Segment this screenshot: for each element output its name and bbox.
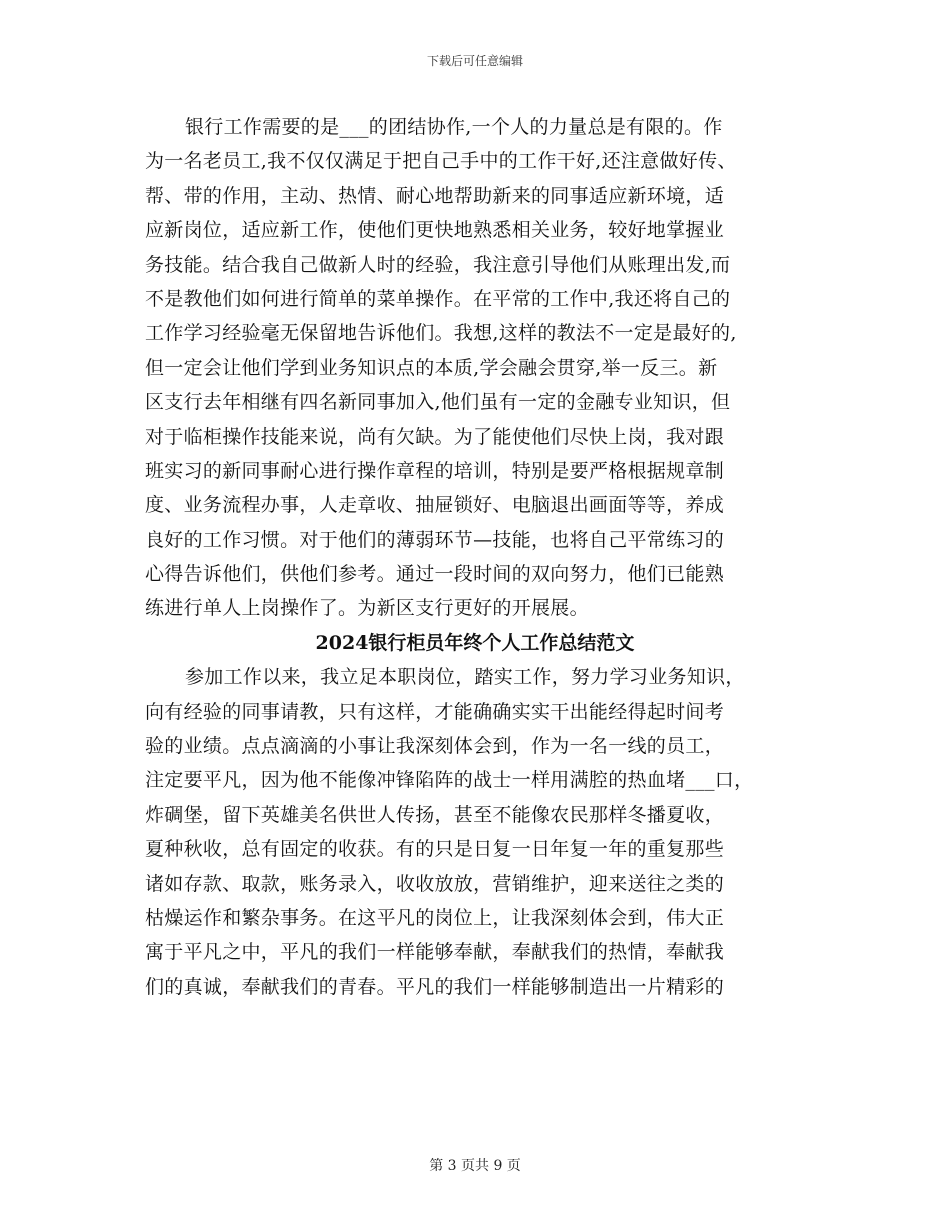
paragraph-line: 工作学习经验毫无保留地告诉他们。我想,这样的教法不一定是最好的, [145, 322, 737, 345]
paragraph-line: 向有经验的同事请教，只有这样，才能确确实实干出能经得起时间考 [145, 700, 725, 723]
paragraph-line: 区支行去年相继有四名新同事加入,他们虽有一定的金融专业知识，但 [145, 391, 731, 414]
paragraph-line: 炸碉堡，留下英雄美名供世人传扬，甚至不能像农民那样冬播夏收， [145, 803, 725, 826]
paragraph-line: 夏种秋收，总有固定的收获。有的只是日复一日年复一年的重复那些 [145, 838, 725, 861]
paragraph-line: 帮、带的作用，主动、热情、耐心地帮助新来的同事适应新环境，适 [145, 184, 725, 207]
paragraph-line: 验的业绩。点点滴滴的小事让我深刻体会到，作为一名一线的员工， [145, 735, 725, 758]
section-title: 2024银行柜员年终个人工作总结范文 [315, 631, 635, 654]
document-body [145, 110, 805, 1004]
paragraph-line: 注定要平凡，因为他不能像冲锋陷阵的战士一样用满腔的热血堵___口， [145, 769, 754, 792]
paragraph-line: 银行工作需要的是___的团结协作,一个人的力量总是有限的。作 [185, 116, 723, 138]
paragraph-line: 应新岗位，适应新工作，使他们更快地熟悉相关业务，较好地掌握业 [145, 219, 725, 242]
paragraph-line: 良好的工作习惯。对于他们的薄弱环节—技能，也将自己平常练习的 [145, 528, 725, 551]
paragraph-line: 练进行单人上岗操作了。为新区支行更好的开展展。 [145, 597, 589, 620]
paragraph-line: 对于临柜操作技能来说，尚有欠缺。为了能使他们尽快上岗，我对跟 [145, 425, 725, 448]
page-header: 下载后可任意编辑 [426, 54, 523, 68]
paragraph-line: 度、业务流程办事，人走章收、抽屉锁好、电脑退出画面等等，养成 [145, 494, 725, 517]
paragraph-line: 为一名老员工,我不仅仅满足于把自己手中的工作干好,还注意做好传、 [145, 150, 737, 173]
paragraph-line: 不是教他们如何进行简单的菜单操作。在平常的工作中,我还将自己的 [145, 287, 731, 310]
page-number-footer: 第 3 页共 9 页 [429, 1158, 521, 1174]
paragraph-line: 心得告诉他们，供他们参考。通过一段时间的双向努力，他们已能熟 [145, 563, 725, 586]
paragraph-line: 参加工作以来，我立足本职岗位，踏实工作，努力学习业务知识， [185, 666, 745, 689]
paragraph-line: 们的真诚，奉献我们的青春。平凡的我们一样能够制造出一片精彩的 [145, 975, 725, 998]
paragraph-line: 但一定会让他们学到业务知识点的本质,学会融会贯穿,举一反三。新 [145, 356, 718, 379]
paragraph-line: 寓于平凡之中，平凡的我们一样能够奉献，奉献我们的热情，奉献我 [145, 941, 725, 964]
paragraph-line: 诸如存款、取款，账务录入，收收放放，营销维护，迎来送往之类的 [145, 872, 725, 895]
paragraph-line: 务技能。结合我自己做新人时的经验，我注意引导他们从账理出发,而 [145, 253, 731, 276]
paragraph-line: 班实习的新同事耐心进行操作章程的培训，特别是要严格根据规章制 [145, 459, 725, 482]
paragraph-line: 枯燥运作和繁杂事务。在这平凡的岗位上，让我深刻体会到，伟大正 [145, 906, 725, 929]
